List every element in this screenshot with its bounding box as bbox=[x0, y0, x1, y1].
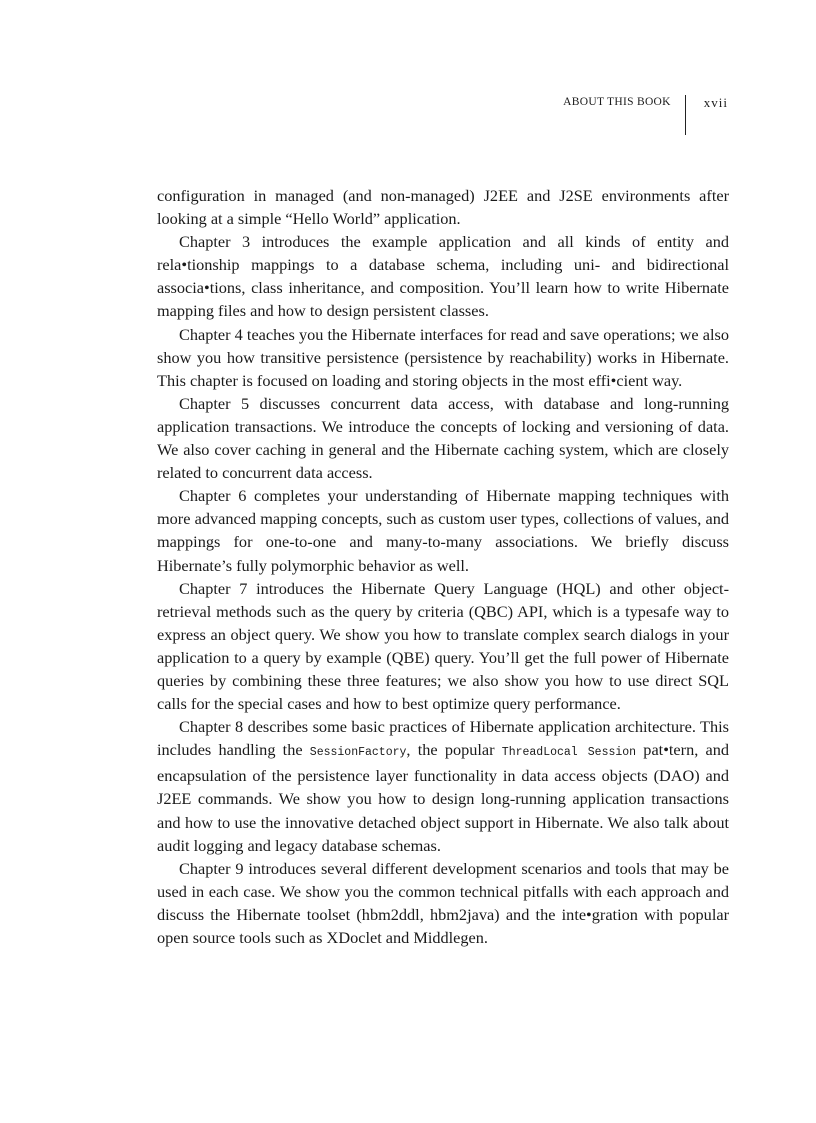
paragraph-chapter-5: Chapter 5 discusses concurrent data access, with database and long-running application transactions. We introduce the concepts of locking and versioning of data. We also cover caching in general and the Hibernate caching system, which are closely related to concurrent data access. bbox=[157, 393, 729, 483]
code-threadlocal-session: ThreadLocal Session bbox=[501, 746, 637, 760]
running-head: ABOUT THIS BOOK bbox=[563, 96, 671, 108]
paragraph-chapter-6: Chapter 6 completes your understanding of Hibernate mapping techniques with more advanced mapping concepts, such as custom user types, collections of values, and mappings for one-to-one and many-to-many associations. We briefly discuss Hibernate’s fully polymorphic behavior as well. bbox=[157, 486, 729, 575]
code-session-factory: SessionFactory bbox=[309, 746, 407, 760]
paragraph-chapter-8 bbox=[157, 715, 729, 857]
paragraph-continuation: configuration in managed (and non-managed) J2EE and J2SE environments after looking at a simple “Hello World” application. bbox=[157, 186, 729, 229]
paragraph-chapter-7: Chapter 7 introduces the Hibernate Query Language (HQL) and other object-retrieval methods such as the query by criteria (QBC) API, which is a typesafe way to express an object query. We show you how to translate complex search dialogs in your application to a query by example (QBE) query. You’ll get the full power of Hibernate queries by combining these three features; we also show you how to use direct SQL calls for the special cases and how to best optimize query performance. bbox=[157, 578, 729, 714]
page-number: xvii bbox=[703, 95, 728, 110]
chapter-8-text-start: Chapter 8 describes some basic practices of Hibernate application architecture. This includes handling the bbox=[157, 717, 729, 760]
paragraph-chapter-3: Chapter 3 introduces the example application and all kinds of entity and rela•tionship mappings to a database schema, including uni- and bidirectional associa•tions, class inheritance, and composition. You’ll learn how to write Hibernate mapping files and how to design persistent classes. bbox=[157, 232, 729, 321]
chapter-8-text-end: pat•tern, and encapsulation of the persistence layer functionality in data access objects (DAO) and J2EE commands. We show you how to design long-running application transactions and how to use the innovative detached object support in Hibernate. We also talk about audit logging and legacy database schemas. bbox=[157, 740, 730, 855]
chapter-8-text-middle: , the popular bbox=[406, 740, 502, 760]
paragraph-chapter-4: Chapter 4 teaches you the Hibernate interfaces for read and save operations; we also show you how transitive persistence (persistence by reachability) works in Hibernate. This chapter is focused on loading and storing objects in the most effi•cient way. bbox=[157, 324, 729, 390]
body-text bbox=[157, 184, 729, 949]
page-header bbox=[563, 95, 728, 136]
paragraph-chapter-9: Chapter 9 introduces several different development scenarios and tools that may be used in each case. We show you the common technical pitfalls with each approach and discuss the Hibernate toolset (hbm2ddl, hbm2java) and the inte•gration with popular open source tools such as XDoclet and Middlegen. bbox=[157, 858, 729, 947]
header-divider bbox=[685, 95, 686, 135]
